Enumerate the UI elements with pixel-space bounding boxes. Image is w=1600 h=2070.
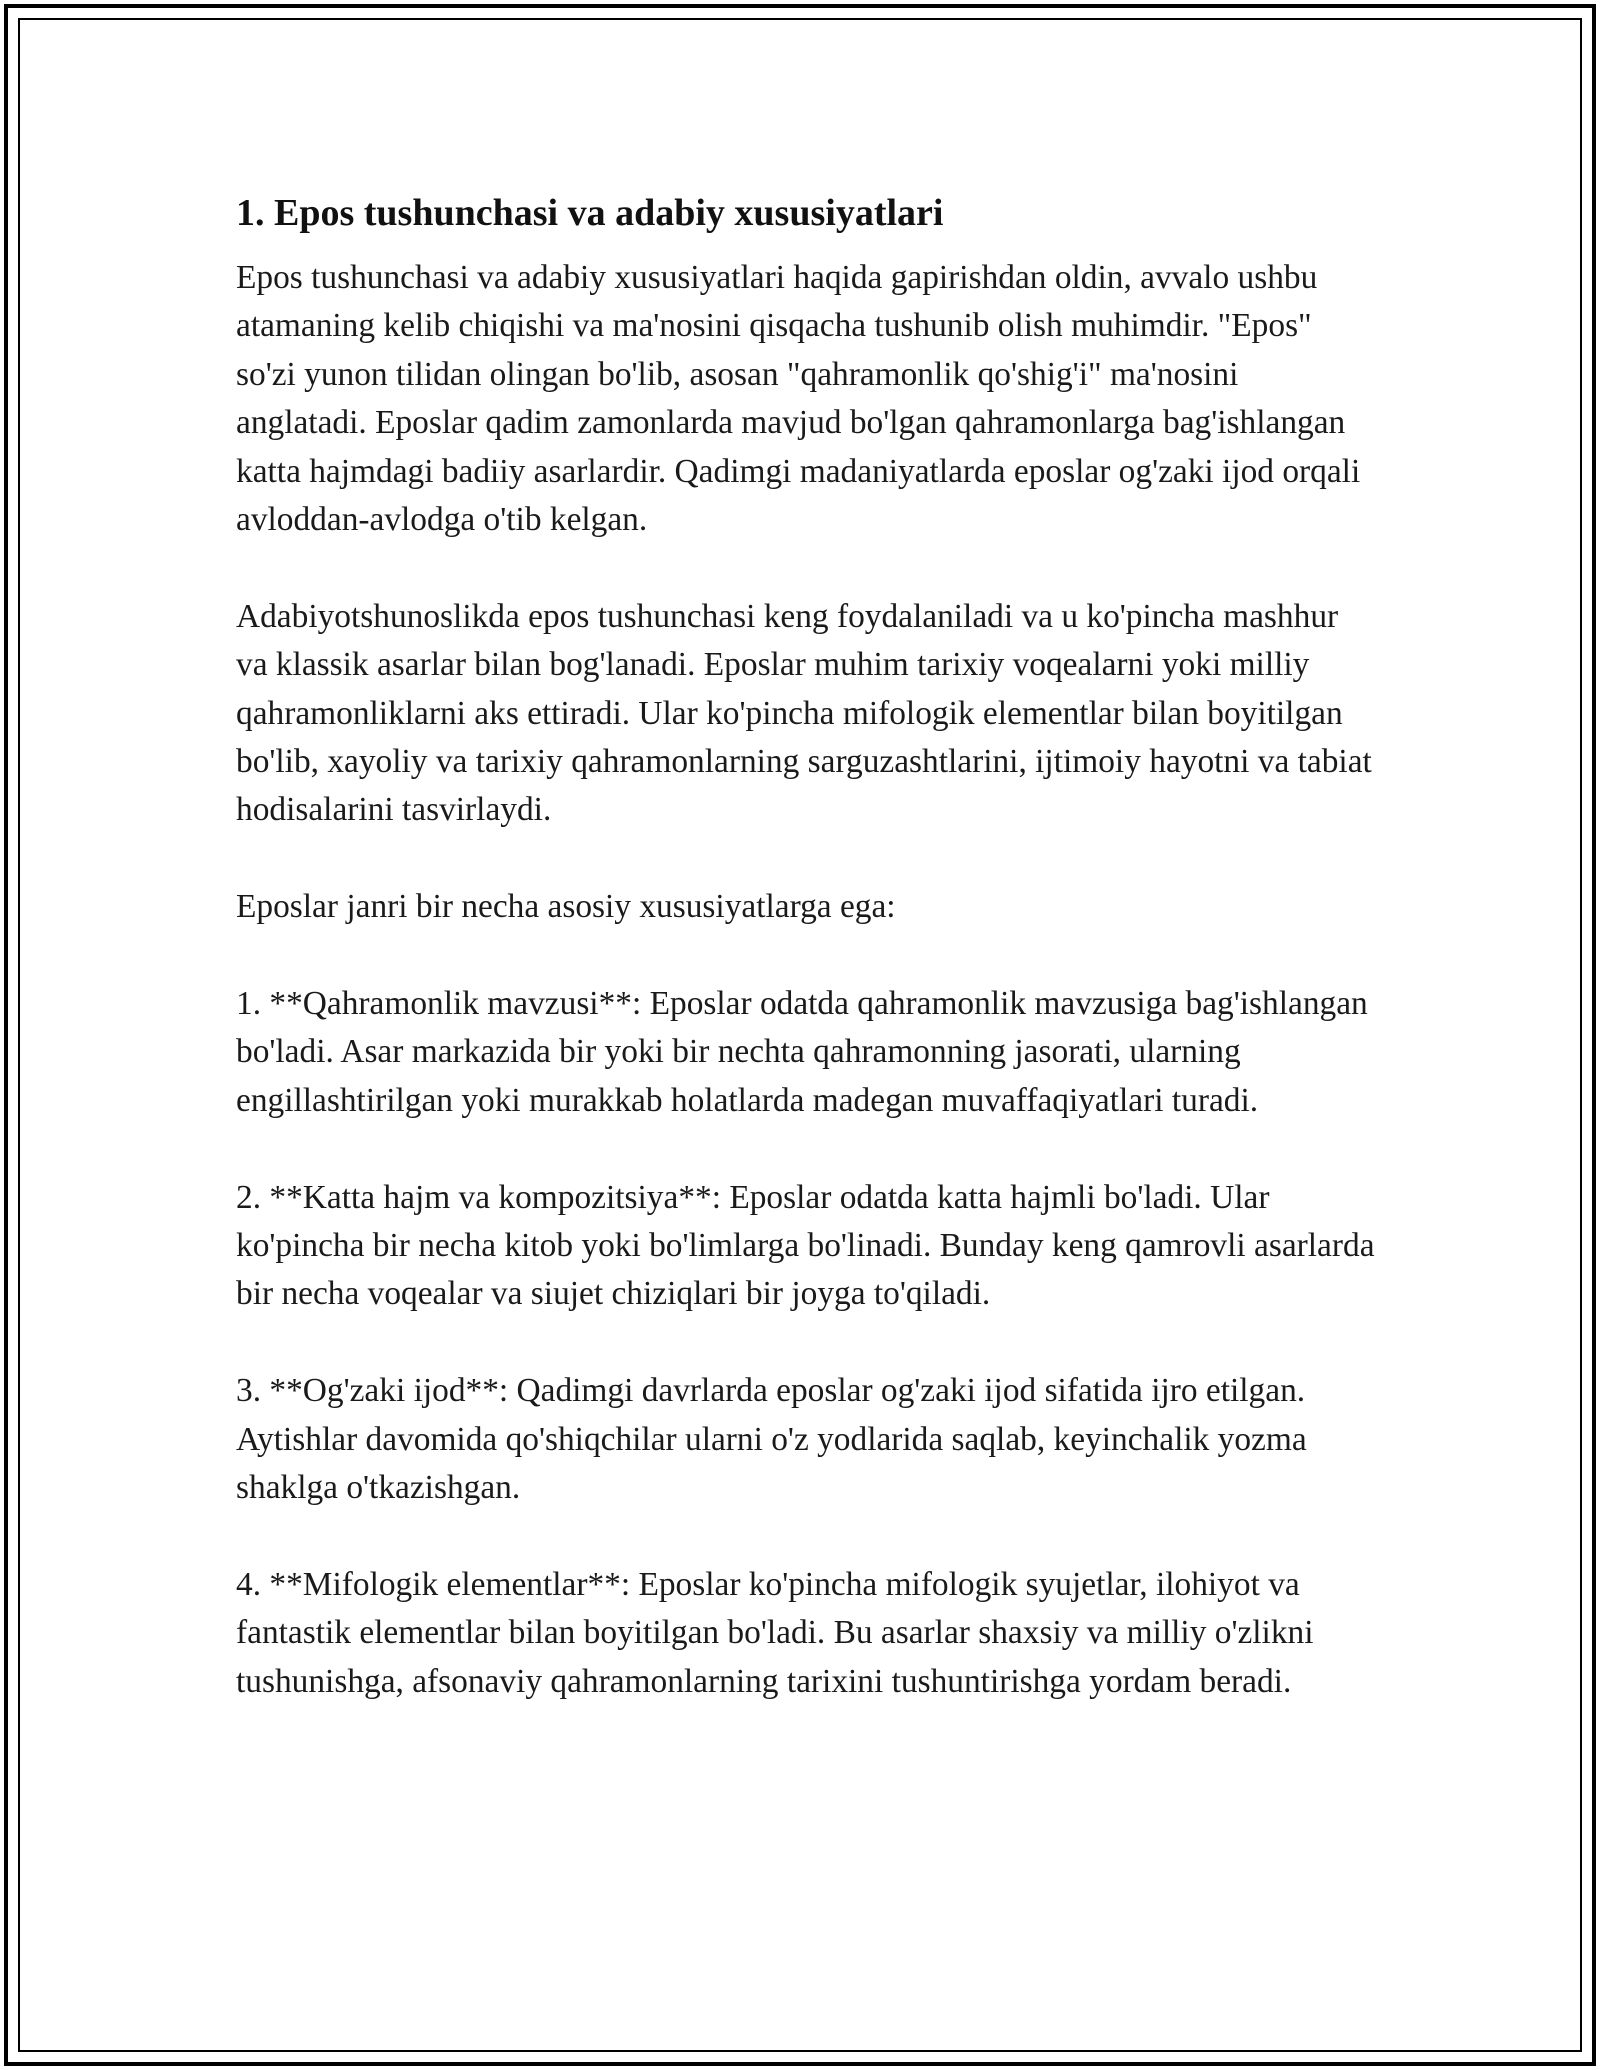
intro-paragraph: Epos tushunchasi va adabiy xususiyatlari haqida gapirishdan oldin, avvalo ushbu atamaning kelib chiqishi va ma'nosini qisqacha tushunib olish muhimdir. "Epos" so'zi yunon tilidan olingan bo'lib, asosan "qahramonlik qo'shig'i" ma'nosini anglatadi. Eposlar qadim zamonlarda mavjud bo'lgan qahramonlarga bag'ishlangan katta hajmdagi badiiy asarlardir. Qadimgi madaniyatlarda eposlar og'zaki ijod orqali avloddan-avlodga o'tib kelgan. <box>236 259 1361 539</box>
document-page <box>236 186 1376 1706</box>
section-heading: 1. Epos tushunchasi va adabiy xususiyatlari <box>236 192 944 234</box>
context-paragraph: Adabiyotshunoslikda epos tushunchasi keng foydalaniladi va u ko'pincha mashhur va klassik asarlar bilan bog'lanadi. Eposlar muhim tarixiy voqealarni yoki milliy qahramonliklarni aks ettiradi. Ular ko'pincha mifologik elementlar bilan boyitilgan bo'lib, xayoliy va tarixiy qahramonlarning sarguzashtlarini, ijtimoiy hayotni va tabiat hodisalarini tasvirlaydi. <box>236 597 1372 829</box>
feature-item-mythology: 4. **Mifologik elementlar**: Eposlar ko'pincha mifologik syujetlar, ilohiyot va fantastik elementlar bilan boyitilgan bo'ladi. Bu asarlar shaxsiy va milliy o'zlikni tushunishga, afsonaviy qahramonlarning tarixini tushuntirishga yordam beradi. <box>236 1565 1314 1700</box>
document-body <box>236 254 1376 1706</box>
feature-item-scale: 2. **Katta hajm va kompozitsiya**: Eposlar odatda katta hajmli bo'ladi. Ular ko'pincha bir necha kitob yoki bo'limlarga bo'linadi. Bunday keng qamrovli asarlarda bir necha voqealar va siujet chiziqlari bir joyga to'qiladi. <box>236 1178 1375 1313</box>
feature-item-heroism: 1. **Qahramonlik mavzusi**: Eposlar odatda qahramonlik mavzusiga bag'ishlangan bo'ladi. Asar markazida bir yoki bir nechta qahramonning jasorati, ularning engillashtirilgan yoki murakkab holatlarda madegan muvaffaqiyatlari turadi. <box>236 985 1368 1119</box>
features-intro-paragraph: Eposlar janri bir necha asosiy xususiyatlarga ega: <box>236 888 896 926</box>
feature-item-oral: 3. **Og'zaki ijod**: Qadimgi davrlarda eposlar og'zaki ijod sifatida ijro etilgan. Aytishlar davomida qo'shiqchilar ularni o'z yodlarida saqlab, keyinchalik yozma shaklga o'tkazishgan. <box>236 1372 1307 1507</box>
